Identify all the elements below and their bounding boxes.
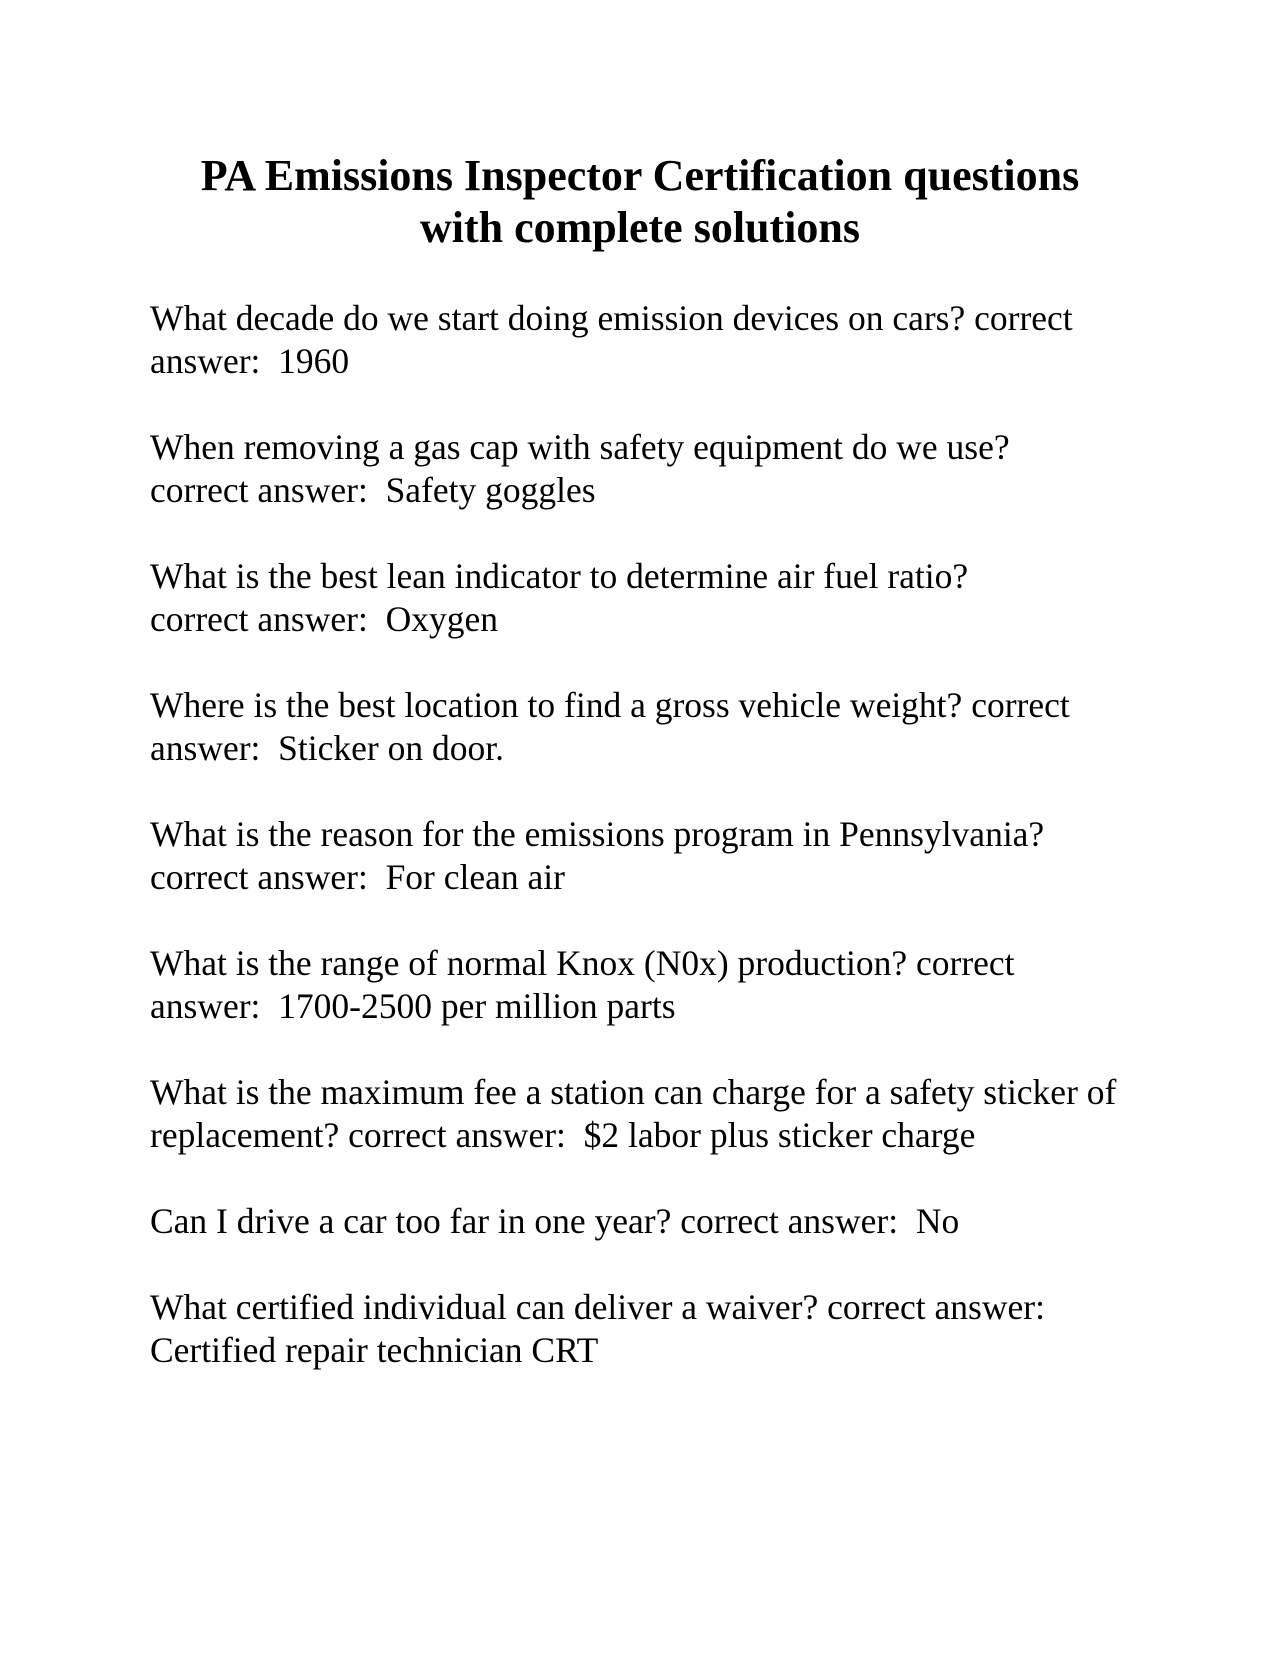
answer-text: Oxygen xyxy=(385,599,498,639)
answer-prefix: correct answer: xyxy=(141,470,386,510)
document-title xyxy=(150,150,1130,254)
question-text: When removing a gas cap with safety equipment do we use? xyxy=(150,427,1010,467)
qa-list xyxy=(141,297,1130,1415)
answer-text: Sticker on door. xyxy=(278,728,504,768)
answer-text: Safety goggles xyxy=(385,470,596,510)
answer-prefix: correct answer: xyxy=(141,857,386,897)
answer-prefix: correct answer: xyxy=(150,298,1082,381)
question-text: What is the reason for the emissions program in Pennsylvania? xyxy=(150,814,1045,854)
answer-text: 1700-2500 per million parts xyxy=(278,986,676,1026)
qa-item-2 xyxy=(141,426,1130,512)
answer-text: No xyxy=(915,1201,960,1241)
question-text: What is the best lean indicator to determine air fuel ratio? xyxy=(150,556,969,596)
answer-text: For clean air xyxy=(385,857,565,897)
question-text: What is the maximum fee a station can charge for a safety sticker of replacement? xyxy=(150,1072,1126,1155)
answer-prefix: correct answer: xyxy=(671,1201,916,1241)
qa-item-3 xyxy=(141,555,1130,641)
title-line-2: with complete solutions xyxy=(420,203,860,252)
question-text: What decade do we start doing emission devices on cars? xyxy=(150,298,966,338)
answer-text: 1960 xyxy=(278,341,350,381)
answer-prefix: correct answer: xyxy=(141,599,386,639)
answer-prefix: correct answer: xyxy=(150,943,1024,1026)
question-text: What certified individual can deliver a waiver? xyxy=(150,1287,819,1327)
qa-item-6 xyxy=(150,942,1130,1028)
qa-item-8 xyxy=(150,1200,1130,1243)
qa-item-7 xyxy=(150,1071,1130,1157)
answer-prefix: correct answer: xyxy=(150,685,1079,768)
answer-prefix: correct answer: xyxy=(339,1115,584,1155)
qa-item-5 xyxy=(141,813,1130,899)
answer-text: $2 labor plus sticker charge xyxy=(583,1115,976,1155)
qa-item-9 xyxy=(150,1286,1130,1372)
question-text: Can I drive a car too far in one year? xyxy=(150,1201,672,1241)
question-text: What is the range of normal Knox (N0x) production? xyxy=(150,943,908,983)
qa-item-4 xyxy=(150,684,1130,770)
answer-prefix: correct answer: xyxy=(818,1287,1054,1327)
question-text: Where is the best location to find a gross vehicle weight? xyxy=(150,685,963,725)
title-line-1: PA Emissions Inspector Certification questions xyxy=(200,151,1080,200)
qa-item-1 xyxy=(150,297,1130,383)
answer-text: Certified repair technician CRT xyxy=(150,1330,599,1370)
